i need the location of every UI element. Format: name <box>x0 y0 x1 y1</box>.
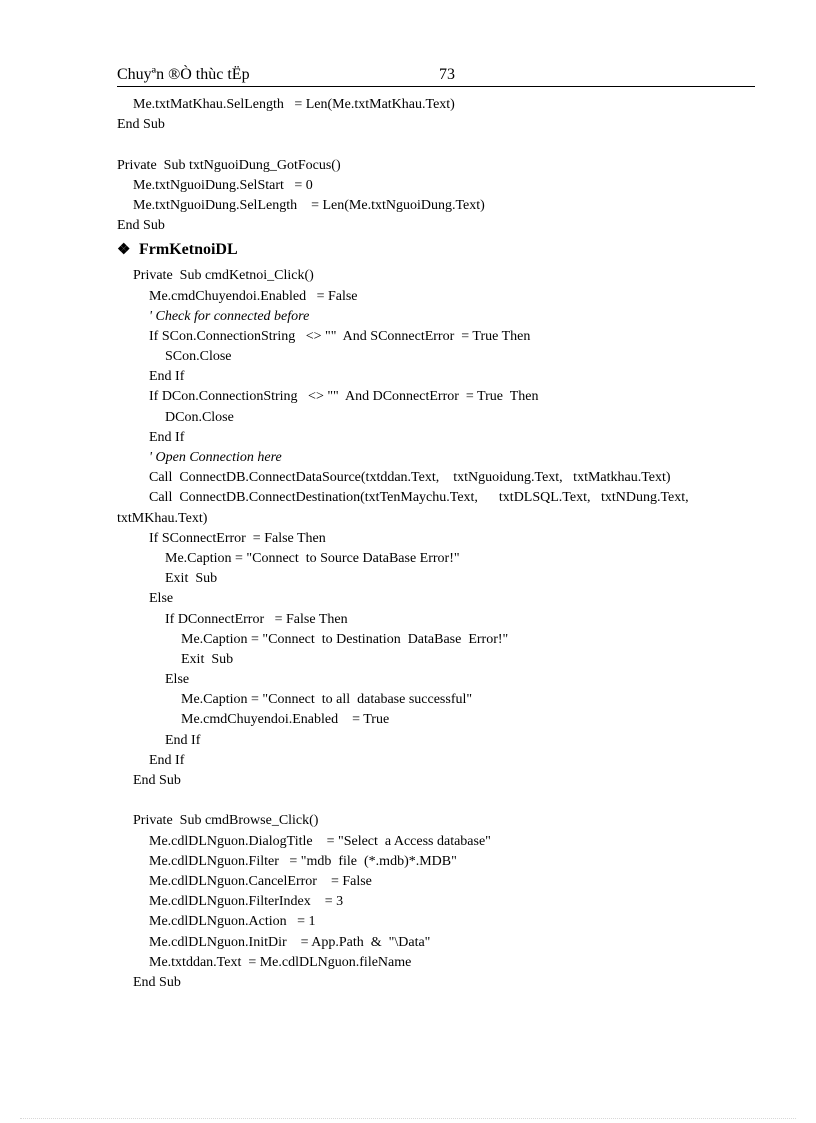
code-line: Me.txtddan.Text = Me.cdlDLNguon.fileName <box>149 954 412 970</box>
code-line: If DConnectError = False Then <box>165 611 348 627</box>
code-line: If SConnectError = False Then <box>149 530 326 546</box>
code-line: End Sub <box>117 117 165 133</box>
code-line: End Sub <box>133 773 181 788</box>
section-heading <box>117 238 757 262</box>
code-line: Me.Caption = "Connect to all database successful" <box>181 692 473 708</box>
page-header <box>117 64 755 87</box>
code-line: End If <box>149 369 185 385</box>
code-line: Me.txtMatKhau.SelLength = Len(Me.txtMatKhau.Text) <box>133 97 455 112</box>
header-title: Chuyªn ®Ò thùc tËp <box>117 66 250 83</box>
code-line: End Sub <box>133 974 181 990</box>
code-line: If DCon.ConnectionString <> "" And DConnectError = True Then <box>149 389 539 405</box>
code-line: Private Sub cmdBrowse_Click() <box>133 813 319 829</box>
page-bottom-divider <box>20 1118 796 1119</box>
code-line: Me.cdlDLNguon.CancelError = False <box>149 873 372 889</box>
code-line: Private Sub cmdKetnoi_Click() <box>133 268 314 284</box>
code-line: Me.cdlDLNguon.Filter = "mdb file (*.mdb)*.MDB" <box>149 853 457 869</box>
code-line: Me.txtNguoiDung.SelStart = 0 <box>133 177 313 193</box>
blank-line <box>117 135 757 155</box>
code-line: Me.Caption = "Connect to Destination DataBase Error!" <box>181 631 509 647</box>
code-line: Else <box>149 591 174 607</box>
code-line: Me.txtNguoiDung.SelLength = Len(Me.txtNguoiDung.Text) <box>133 197 485 213</box>
code-comment-line: ' Check for connected before <box>149 308 310 324</box>
code-line: Me.Caption = "Connect to Source DataBase Error!" <box>165 550 460 566</box>
diamond-bullet-icon: ❖ <box>117 242 131 259</box>
code-block-main <box>117 266 757 993</box>
code-comment-line: ' Open Connection here <box>149 450 282 465</box>
code-line: Me.cdlDLNguon.Action = 1 <box>149 914 316 930</box>
code-line: Me.cdlDLNguon.FilterIndex = 3 <box>149 894 344 910</box>
blank-line <box>117 791 757 811</box>
document-body <box>117 95 757 993</box>
code-line: End If <box>149 752 185 768</box>
code-line: End If <box>149 429 185 445</box>
code-line: End If <box>165 732 201 748</box>
code-line: Me.cdlDLNguon.DialogTitle = "Select a Access database" <box>149 833 491 849</box>
code-line: If SCon.ConnectionString <> "" And SConnectError = True Then <box>149 328 531 344</box>
section-title: FrmKetnoiDL <box>139 241 238 259</box>
code-line: End Sub <box>117 218 165 234</box>
code-line: Exit Sub <box>165 571 218 587</box>
code-block-top <box>117 95 757 236</box>
code-line: Call ConnectDB.ConnectDestination(txtTenMaychu.Text, txtDLSQL.Text, txtNDung.Text, <box>149 490 689 506</box>
page-number: 73 <box>439 66 455 83</box>
code-line: Me.cmdChuyendoi.Enabled = True <box>181 712 390 728</box>
code-line: txtMKhau.Text) <box>117 510 208 526</box>
code-line: Me.cdlDLNguon.InitDir = App.Path & "\Data" <box>149 934 431 950</box>
code-line: SCon.Close <box>165 349 232 365</box>
code-line: Private Sub txtNguoiDung_GotFocus() <box>117 157 341 173</box>
code-line: DCon.Close <box>165 409 234 425</box>
code-line: Exit Sub <box>181 651 234 667</box>
code-line: Call ConnectDB.ConnectDataSource(txtddan.Text, txtNguoidung.Text, txtMatkhau.Text) <box>149 470 671 486</box>
code-line: Me.cmdChuyendoi.Enabled = False <box>149 288 358 304</box>
code-line: Else <box>165 672 190 688</box>
